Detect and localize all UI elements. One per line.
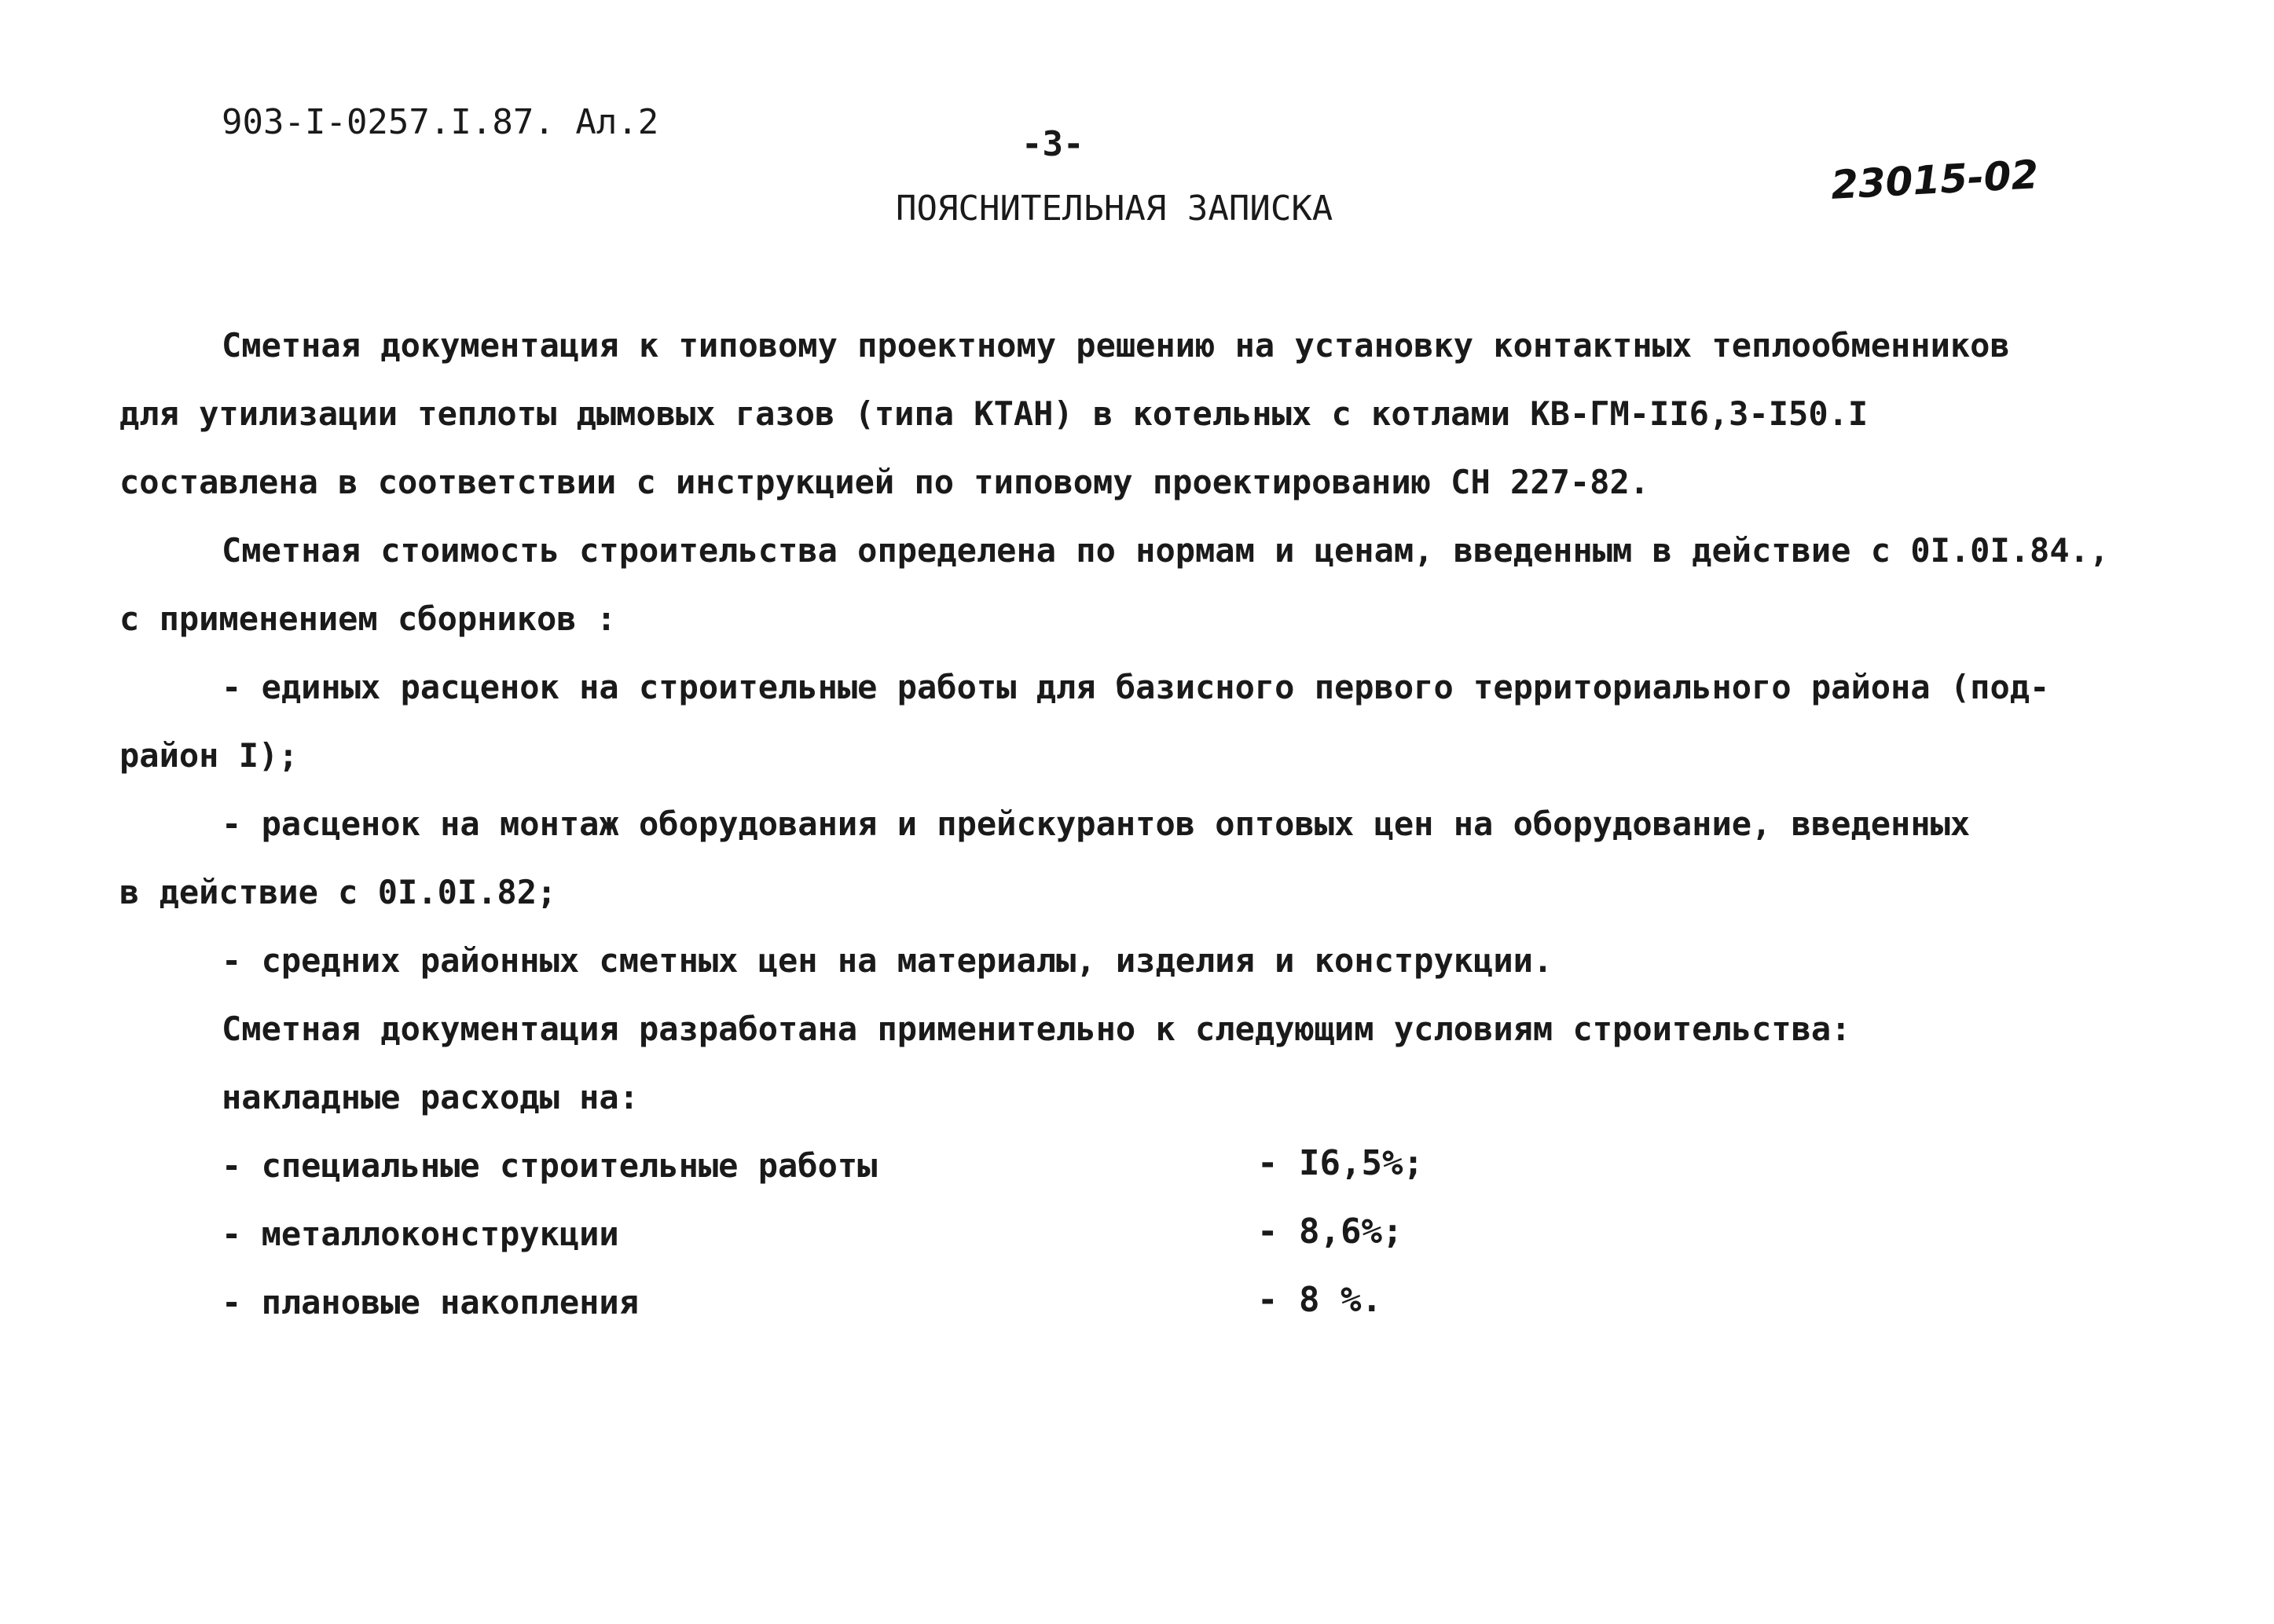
rate-value: - I6,5%; xyxy=(1257,1143,1424,1183)
rate-label: - плановые накопления xyxy=(222,1283,640,1322)
list-item: - расценок на монтаж оборудования и прейскурантов оптовых цен на оборудование, введенных xyxy=(222,805,1971,843)
list-item-continuation: в действие с 0I.0I.82; xyxy=(119,873,557,911)
paragraph-line: накладные расходы на: xyxy=(222,1078,640,1116)
rate-value: - 8,6%; xyxy=(1257,1212,1403,1252)
paragraph-line: Сметная стоимость строительства определена по нормам и ценам, введенным в действие с 0I.0I.84., xyxy=(222,531,2110,570)
rate-label: - специальные строительные работы xyxy=(222,1146,878,1185)
list-item: - единых расценок на строительные работы для базисного первого территориального района (под- xyxy=(222,668,2050,706)
page-title: ПОЯСНИТЕЛЬНАЯ ЗАПИСКА xyxy=(896,189,1333,229)
rate-label: - металлоконструкции xyxy=(222,1215,619,1253)
paragraph-line: с применением сборников : xyxy=(119,599,617,638)
rate-value: - 8 %. xyxy=(1257,1280,1382,1320)
list-item: - средних районных сметных цен на материалы, изделия и конструкции. xyxy=(222,941,1553,980)
list-item-continuation: район I); xyxy=(119,736,299,775)
paragraph-line: Сметная документация к типовому проектному решению на установку контактных теплообменников xyxy=(222,326,2010,365)
page-number: -3- xyxy=(1021,124,1084,164)
paragraph-line: для утилизации теплоты дымовых газов (типа КТАН) в котельных с котлами КВ-ГМ-II6,3-I50.I xyxy=(119,394,1869,433)
paragraph-line: составлена в соответствии с инструкцией по типовому проектированию СН 227-82. xyxy=(119,463,1650,501)
document-code: 903-I-0257.I.87. Ал.2 xyxy=(222,102,659,142)
paragraph-line: Сметная документация разработана применительно к следующим условиям строительства: xyxy=(222,1010,1851,1048)
handwritten-number: 23015-02 xyxy=(1829,152,2040,208)
